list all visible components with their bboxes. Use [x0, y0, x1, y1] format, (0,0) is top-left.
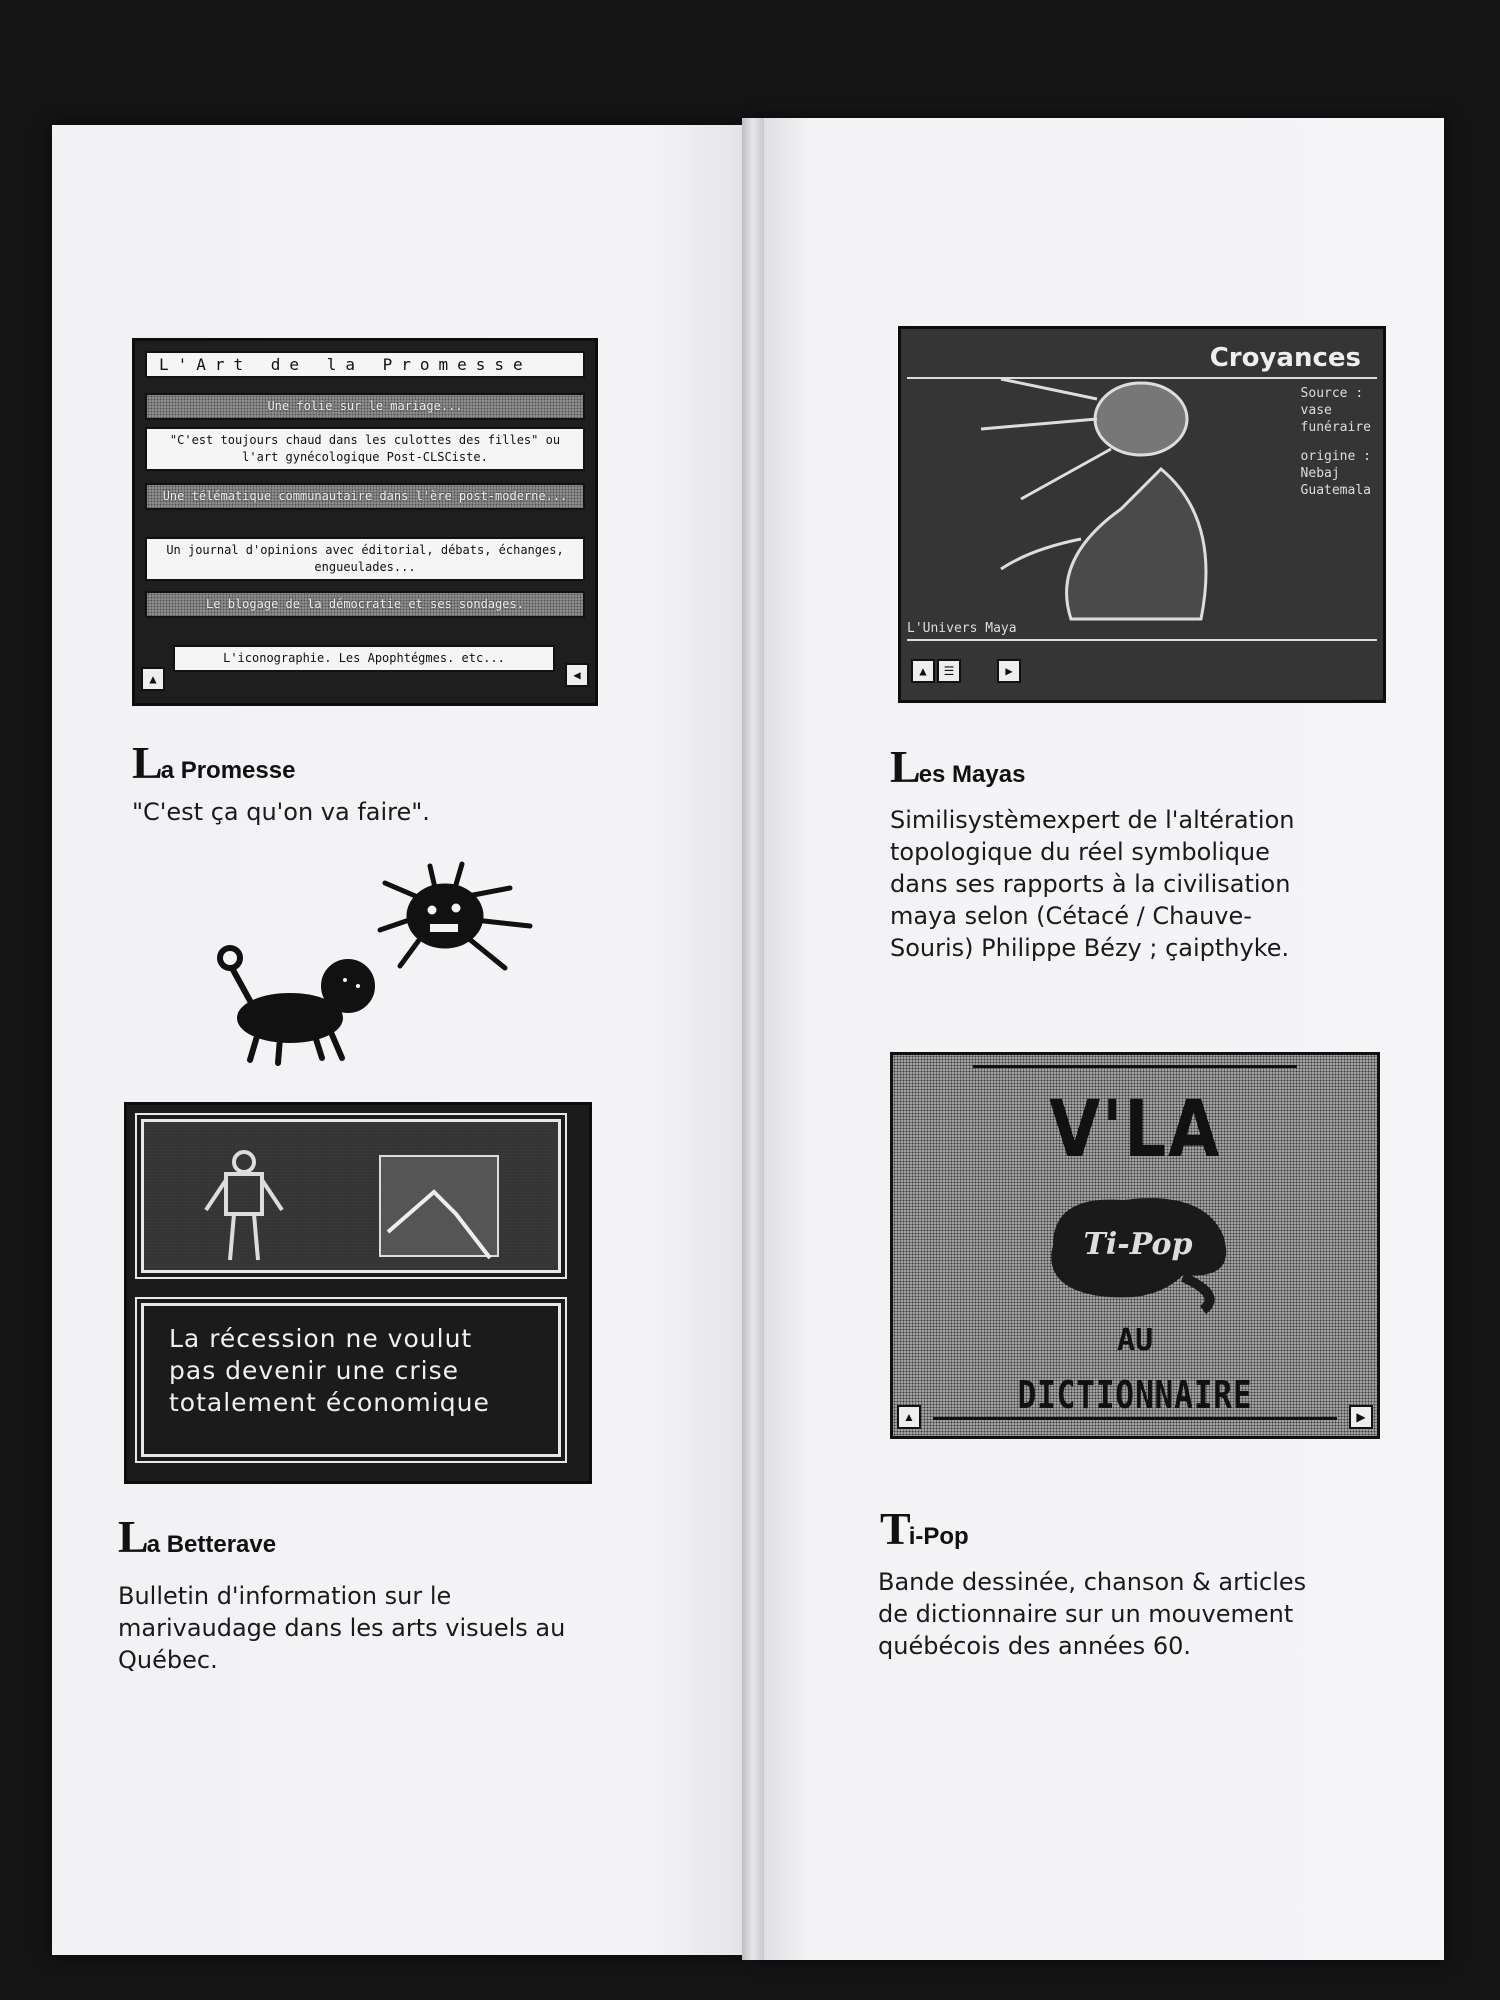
promesse-screen-title: L'Art de la Promesse	[145, 351, 585, 378]
right-arrow-icon: ▶	[997, 659, 1021, 683]
book-gutter	[742, 118, 764, 1960]
tipop-description-line-2: de dictionnaire sur un mouvement	[878, 1600, 1294, 1628]
tipop-screen-dictionnaire: DICTIONNAIRE	[1017, 1373, 1253, 1417]
tipop-title: i-Pop	[908, 1523, 969, 1550]
mayas-description-line-1: Similisystèmexpert de l'altération	[890, 806, 1295, 834]
right-arrow-icon: ▶	[1349, 1405, 1373, 1429]
mayas-screenshot	[898, 326, 1386, 703]
mayas-source-caption: Source : vase funéraire origine : Nebaj Guatemala	[1300, 386, 1371, 498]
robot-figure-icon	[144, 1122, 558, 1270]
promesse-description: "C'est ça qu'on va faire".	[132, 798, 430, 826]
mayas-description-line-3: dans ses rapports à la civilisation	[890, 870, 1291, 898]
dog-creature-icon	[220, 948, 372, 1063]
maya-vase-figure-icon	[961, 359, 1281, 659]
betterave-description-line-3: Québec.	[118, 1646, 218, 1674]
menu-icon: ☰	[937, 659, 961, 683]
tipop-heading	[880, 1502, 969, 1555]
tipop-logo-text: Ti-Pop	[1083, 1227, 1193, 1262]
tipop-screenshot	[890, 1052, 1380, 1439]
betterave-screen-line-1: La récession ne voulut	[169, 1324, 473, 1353]
mayas-description-line-2: topologique du réel symbolique	[890, 838, 1270, 866]
promesse-title: a Promesse	[160, 757, 296, 784]
tipop-dropcap: T	[880, 1503, 909, 1554]
mayas-screen-title: Croyances	[1209, 343, 1361, 373]
left-arrow-icon: ◀	[565, 663, 589, 687]
promesse-heading	[132, 736, 295, 789]
promesse-menu-item-6: L'iconographie. Les Apophtégmes. etc...	[173, 645, 555, 672]
doodle-creatures-illustration	[210, 858, 570, 1068]
betterave-image-frame	[141, 1119, 561, 1273]
promesse-dropcap: L	[132, 737, 161, 788]
tipop-description-line-3: québécois des années 60.	[878, 1632, 1191, 1660]
betterave-screen-line-2: pas devenir une crise	[169, 1356, 459, 1385]
promesse-menu-item-5: Le blogage de la démocratie et ses sondages.	[145, 591, 585, 618]
betterave-screen-line-3: totalement économique	[169, 1388, 490, 1417]
mayas-title: es Mayas	[918, 761, 1026, 788]
betterave-description-line-1: Bulletin d'information sur le	[118, 1582, 452, 1610]
spider-creature-icon	[380, 864, 530, 968]
tipop-screen-au: AU	[1116, 1323, 1154, 1358]
betterave-screenshot	[124, 1102, 592, 1484]
up-arrow-icon: ▲	[911, 659, 935, 683]
mayas-description-line-4: maya selon (Cétacé / Chauve-	[890, 902, 1252, 930]
promesse-menu-item-3: Une télématique communautaire dans l'ère post-moderne...	[145, 483, 585, 510]
tipop-screen-headline: V'LA	[1049, 1085, 1221, 1175]
betterave-dropcap: L	[118, 1511, 147, 1562]
betterave-title: a Betterave	[146, 1531, 277, 1558]
tipop-description-line-1: Bande dessinée, chanson & articles	[878, 1568, 1307, 1596]
betterave-heading	[118, 1510, 276, 1563]
mayas-dropcap: L	[890, 741, 919, 792]
promesse-menu-item-1: Une folie sur le mariage...	[145, 393, 585, 420]
promesse-screenshot	[132, 338, 598, 706]
betterave-description-line-2: marivaudage dans les arts visuels au	[118, 1614, 566, 1642]
mayas-screen-footer: L'Univers Maya	[907, 621, 1017, 636]
up-arrow-icon: ▲	[897, 1405, 921, 1429]
mayas-description-line-5: Souris) Philippe Bézy ; çaipthyke.	[890, 934, 1290, 962]
mayas-heading	[890, 740, 1025, 793]
promesse-menu-item-4: Un journal d'opinions avec éditorial, débats, échanges, engueulades...	[145, 537, 585, 581]
up-arrow-icon: ▲	[141, 667, 165, 691]
promesse-menu-item-2: "C'est toujours chaud dans les culottes des filles" ou l'art gynécologique Post-CLSCiste.	[145, 427, 585, 471]
